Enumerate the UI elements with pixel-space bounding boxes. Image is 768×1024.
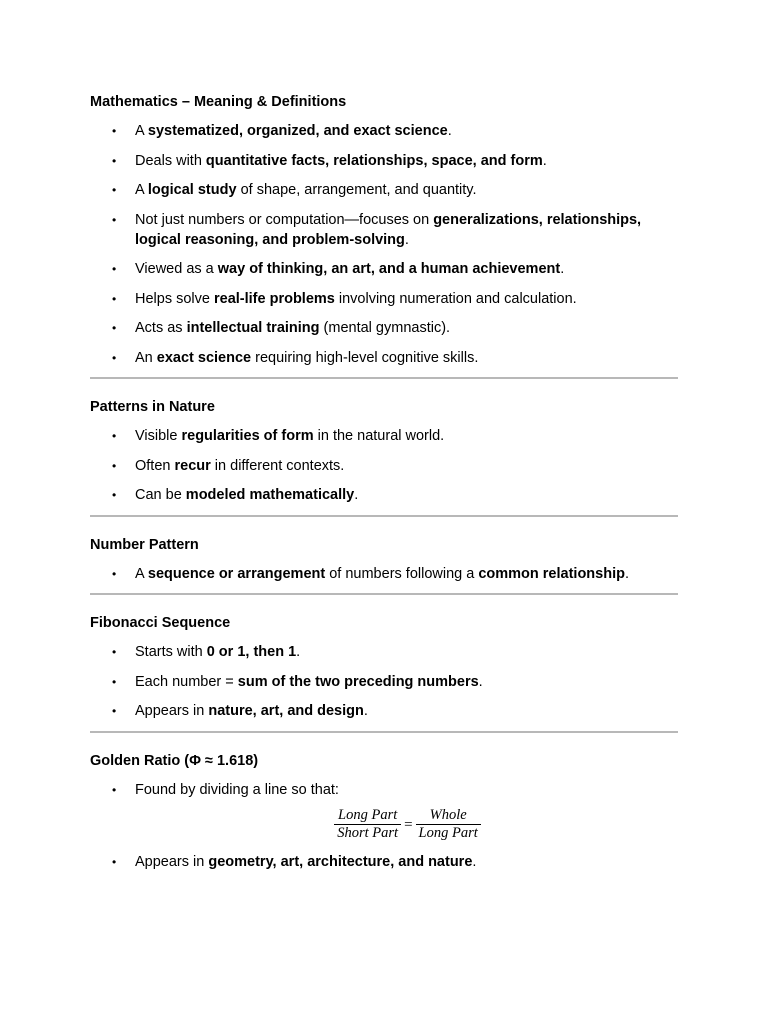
bullet-icon: • (112, 645, 117, 659)
list-item (90, 151, 680, 171)
section (90, 398, 680, 505)
bold-text: modeled mathematically (185, 487, 355, 503)
bold-text: logical study (147, 182, 237, 198)
text-run: in different contexts. (210, 457, 345, 474)
bullet-icon: • (112, 124, 117, 138)
bold-text: exact science (156, 349, 252, 366)
section (90, 93, 680, 368)
bullet-list (90, 642, 680, 721)
section-divider (90, 731, 678, 733)
bold-text: sequence or arrangement (147, 565, 326, 582)
bullet-icon: • (112, 291, 117, 306)
text-run: requiring high-level cognitive skills. (251, 349, 479, 366)
section (90, 752, 680, 872)
list-item (90, 852, 680, 872)
bold-text: 0 or 1, then 1 (206, 644, 297, 660)
text-run: of shape, arrangement, and quantity. (236, 182, 477, 198)
bullet-list (90, 780, 680, 872)
section-divider (90, 515, 678, 517)
list-item (90, 672, 680, 692)
text-run: . (447, 123, 452, 139)
bullet-icon: • (112, 429, 117, 443)
text-run: . (472, 853, 477, 870)
section-heading: Fibonacci Sequence (90, 615, 231, 631)
list-item (90, 456, 680, 476)
bullet-icon: • (112, 262, 117, 276)
list-item (90, 318, 680, 338)
bullet-icon: • (112, 674, 117, 689)
bold-text: geometry, art, architecture, and nature (208, 853, 473, 870)
list-item (90, 642, 680, 662)
bullet-icon: • (112, 704, 117, 718)
bullet-icon: • (112, 212, 117, 227)
right-fraction (416, 807, 481, 842)
text-run: Appears in (135, 703, 209, 719)
list-item (90, 180, 680, 200)
text-run: . (404, 231, 409, 248)
bullet-icon: • (112, 458, 117, 473)
list-item (90, 121, 680, 141)
formula-row (90, 807, 680, 842)
section-heading: Mathematics – Meaning & Definitions (90, 94, 347, 110)
text-run: . (363, 703, 368, 719)
text-run: Each number = (135, 673, 238, 690)
section-heading: Number Pattern (90, 536, 199, 553)
text-run: An (135, 349, 157, 366)
bullet-icon: • (112, 321, 117, 335)
text-run: Acts as (135, 320, 187, 336)
text-run: Can be (135, 487, 186, 503)
list-item (90, 564, 680, 584)
text-run: involving numeration and calculation. (334, 290, 577, 307)
section (90, 614, 680, 721)
bullet-list (90, 121, 680, 368)
right-denominator: Long Part (416, 824, 481, 842)
text-run: Found by dividing a line so that: (135, 781, 339, 798)
bullet-list (90, 426, 680, 505)
bold-text: intellectual training (186, 320, 320, 336)
text-run: of numbers following a (325, 565, 479, 582)
text-run: Viewed as a (135, 261, 218, 277)
text-run: . (478, 673, 483, 690)
text-run: . (542, 152, 547, 169)
bullet-icon: • (112, 488, 117, 502)
bold-text: nature, art, and design (208, 703, 364, 719)
bold-text: regularities of form (181, 428, 314, 444)
text-run: (mental gymnastic). (319, 320, 451, 336)
list-item (90, 348, 680, 368)
left-numerator: Long Part (338, 807, 398, 823)
text-run: Deals with (135, 152, 206, 169)
left-fraction (334, 807, 401, 842)
bold-text: systematized, organized, and exact science (147, 123, 448, 139)
list-item (90, 701, 680, 721)
bullet-icon: • (112, 782, 117, 797)
bullet-icon: • (112, 566, 117, 581)
text-run: Visible (135, 428, 182, 444)
list-item (90, 289, 680, 309)
text-run: . (624, 565, 630, 582)
bullet-icon: • (112, 183, 117, 197)
text-run: in the natural world. (313, 428, 445, 444)
section-divider (90, 377, 678, 379)
bold-text: recur (174, 457, 211, 474)
text-run: Starts with (135, 644, 207, 660)
left-denominator: Short Part (334, 824, 401, 842)
right-numerator: Whole (429, 807, 467, 823)
section (90, 536, 680, 584)
list-item (90, 259, 680, 279)
text-run: . (354, 487, 359, 503)
text-run: A (135, 182, 148, 198)
bullet-list (90, 564, 680, 584)
bold-text: quantitative facts, relationships, space, and form (205, 152, 543, 169)
text-run: . (560, 261, 565, 277)
list-item (90, 780, 680, 800)
text-run: A (135, 123, 148, 139)
text-run: Often (135, 457, 175, 474)
section-heading: Golden Ratio (Φ ≈ 1.618) (90, 752, 259, 769)
section-divider (90, 593, 678, 595)
list-item (90, 485, 680, 505)
bold-text: sum of the two preceding numbers (237, 673, 479, 690)
bullet-icon: • (112, 854, 117, 869)
list-item (90, 210, 680, 250)
text-run: Helps solve (135, 290, 214, 307)
text-run: Appears in (135, 853, 209, 870)
list-item (90, 426, 680, 446)
bold-text: common relationship (478, 565, 625, 582)
document-content (90, 93, 680, 881)
golden-ratio-formula (90, 807, 680, 842)
bold-text: way of thinking, an art, and a human achievement (217, 261, 561, 277)
section-heading: Patterns in Nature (90, 399, 215, 415)
text-run: Not just numbers or computation—focuses on (135, 211, 434, 228)
text-run: . (296, 644, 301, 660)
equals-sign: = (404, 816, 413, 833)
bold-text: generalizations, relationships, logical reasoning, and problem-solving (135, 211, 642, 248)
text-run: A (135, 565, 148, 582)
bullet-icon: • (112, 350, 117, 365)
bold-text: real-life problems (213, 290, 335, 307)
bullet-icon: • (112, 153, 117, 168)
